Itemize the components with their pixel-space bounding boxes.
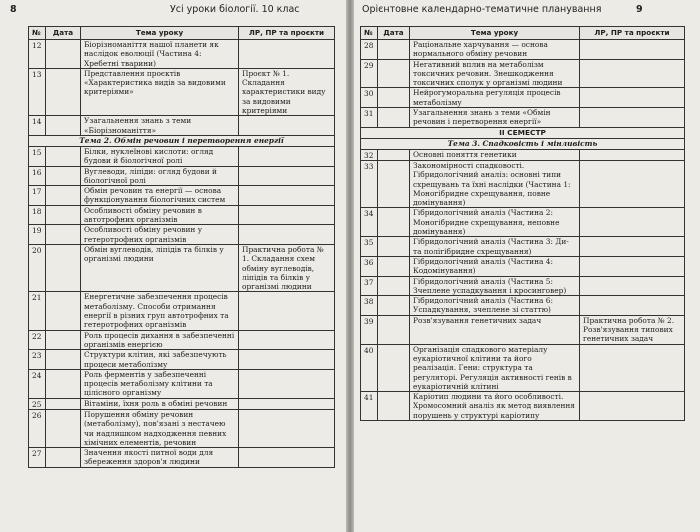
- lesson-lab: [239, 205, 335, 225]
- lesson-lab: [580, 208, 685, 237]
- lesson-number: 34: [361, 208, 378, 237]
- lesson-number: 33: [361, 160, 378, 207]
- semester-heading: II СЕМЕСТР: [361, 127, 685, 138]
- lesson-date: [46, 448, 81, 468]
- lesson-lab: [239, 369, 335, 398]
- lesson-lab: [580, 392, 685, 421]
- lesson-date: [378, 256, 410, 276]
- lesson-row: [29, 398, 335, 409]
- lesson-row: [29, 166, 335, 186]
- left-table-header-row: [29, 27, 335, 40]
- left-page-header: [0, 4, 346, 18]
- lesson-date: [46, 166, 81, 186]
- lesson-row: [29, 146, 335, 166]
- lesson-topic: Організація спадкового матеріалу еукаріотичної клітини та його реалізація. Гени: структура та регуляторі. Регуляція активності генів в еукаріотичній клітині: [410, 344, 580, 391]
- lesson-lab: Практична робота № 2. Розв'язування типових генетичних задач: [580, 315, 685, 344]
- lesson-number: 25: [29, 398, 46, 409]
- lesson-topic: Нейрогуморальна регуляція процесів метаболізму: [410, 88, 580, 108]
- lesson-row: [29, 40, 335, 69]
- lesson-number: 27: [29, 448, 46, 468]
- lesson-row: [361, 276, 685, 296]
- right-plan-table: [360, 26, 685, 421]
- lesson-lab: [239, 166, 335, 186]
- lesson-date: [378, 296, 410, 316]
- lesson-lab: [239, 398, 335, 409]
- lesson-lab: [239, 225, 335, 245]
- lesson-row: [29, 205, 335, 225]
- lesson-topic: Розв'язування генетичних задач: [410, 315, 580, 344]
- lesson-row: [361, 315, 685, 344]
- lesson-number: 41: [361, 392, 378, 421]
- lesson-row: [29, 292, 335, 330]
- lesson-lab: [580, 88, 685, 108]
- lesson-lab: [239, 40, 335, 69]
- lesson-topic: Раціональне харчування — основа нормального обміну речовин: [410, 40, 580, 60]
- lesson-row: [29, 350, 335, 370]
- lesson-number: 22: [29, 330, 46, 350]
- right-page-title: Орієнтовне календарно-тематичне планування: [362, 4, 602, 15]
- lesson-row: [361, 237, 685, 257]
- lesson-number: 26: [29, 409, 46, 447]
- lesson-lab: [580, 149, 685, 160]
- lesson-number: 12: [29, 40, 46, 69]
- lesson-date: [46, 205, 81, 225]
- lesson-number: 32: [361, 149, 378, 160]
- lesson-date: [378, 149, 410, 160]
- lesson-row: [29, 330, 335, 350]
- lesson-row: [361, 108, 685, 128]
- lesson-number: 21: [29, 292, 46, 330]
- lesson-number: 40: [361, 344, 378, 391]
- lesson-lab: [580, 108, 685, 128]
- lesson-topic: Вуглеводи, ліпіди: огляд будови й біологічної ролі: [81, 166, 239, 186]
- right-page: [354, 0, 700, 532]
- lesson-topic: Основні поняття генетики: [410, 149, 580, 160]
- lesson-date: [378, 237, 410, 257]
- col-header-number: №: [361, 27, 378, 40]
- lesson-topic: Представлення проєктів «Характеристика видів за видовими критеріями»: [81, 68, 239, 115]
- right-table-body: [361, 40, 685, 421]
- book-gutter: [346, 0, 354, 532]
- lesson-date: [46, 116, 81, 136]
- lesson-topic: Обмін вуглеводів, ліпідів та білків у організмі людини: [81, 244, 239, 291]
- lesson-row: [29, 116, 335, 136]
- lesson-row: [361, 88, 685, 108]
- left-table-body: [29, 40, 335, 468]
- lesson-date: [378, 160, 410, 207]
- lesson-topic: Особливості обміну речовин у гетеротрофних організмів: [81, 225, 239, 245]
- lesson-number: 14: [29, 116, 46, 136]
- lesson-topic: Біорізноманіття нашої планети як наслідок еволюції (Частина 4: Хребетні тварини): [81, 40, 239, 69]
- section-heading-row: [361, 138, 685, 149]
- lesson-number: 28: [361, 40, 378, 60]
- col-header-number: №: [29, 27, 46, 40]
- lesson-topic: Закономірності спадковості. Гібридологічний аналіз: основні типи схрещувань та їхні наслідки (Частина 1: Моногібридне схрещування, повне домінування): [410, 160, 580, 207]
- lesson-lab: [580, 160, 685, 207]
- right-page-header: [354, 4, 700, 18]
- lesson-number: 35: [361, 237, 378, 257]
- lesson-date: [378, 276, 410, 296]
- lesson-date: [46, 330, 81, 350]
- lesson-date: [46, 409, 81, 447]
- lesson-number: 16: [29, 166, 46, 186]
- lesson-row: [361, 344, 685, 391]
- lesson-lab: [239, 448, 335, 468]
- col-header-lab: ЛР, ПР та проєкти: [580, 27, 685, 40]
- lesson-date: [46, 369, 81, 398]
- lesson-date: [378, 315, 410, 344]
- lesson-lab: [580, 40, 685, 60]
- lesson-row: [361, 208, 685, 237]
- lesson-lab: [239, 186, 335, 206]
- lesson-row: [361, 40, 685, 60]
- lesson-date: [46, 68, 81, 115]
- lesson-lab: [580, 296, 685, 316]
- lesson-topic: Гібридологічний аналіз (Частина 6: Успадкування, зчеплене зі статтю): [410, 296, 580, 316]
- lesson-date: [46, 398, 81, 409]
- lesson-date: [378, 40, 410, 60]
- lesson-date: [46, 350, 81, 370]
- lesson-date: [46, 186, 81, 206]
- lesson-topic: Обмін речовин та енергії — основа функціонування біологічних систем: [81, 186, 239, 206]
- right-table-header-row: [361, 27, 685, 40]
- lesson-topic: Гібридологічний аналіз (Частина 5: Зчеплене успадкування і кросинговер): [410, 276, 580, 296]
- lesson-number: 31: [361, 108, 378, 128]
- lesson-row: [29, 225, 335, 245]
- lesson-date: [378, 208, 410, 237]
- lesson-date: [46, 244, 81, 291]
- lesson-row: [361, 256, 685, 276]
- lesson-topic: Особливості обміну речовин в автотрофних організмів: [81, 205, 239, 225]
- lesson-topic: Роль ферментів у забезпеченні процесів метаболізму клітини та цілісного організму: [81, 369, 239, 398]
- lesson-date: [46, 292, 81, 330]
- lesson-number: 29: [361, 59, 378, 88]
- lesson-date: [46, 225, 81, 245]
- lesson-row: [361, 59, 685, 88]
- lesson-topic: Гібридологічний аналіз (Частина 3: Ди- та полігібридне схрещування): [410, 237, 580, 257]
- lesson-date: [378, 344, 410, 391]
- col-header-topic: Тема уроку: [410, 27, 580, 40]
- lesson-lab: [580, 256, 685, 276]
- lesson-topic: Гібридологічний аналіз (Частина 2: Моногібридне схрещування, неповне домінування): [410, 208, 580, 237]
- lesson-number: 30: [361, 88, 378, 108]
- lesson-topic: Гібридологічний аналіз (Частина 4: Кодомінування): [410, 256, 580, 276]
- section-heading: Тема 3. Спадковість і мінливість: [361, 138, 685, 149]
- lesson-lab: [239, 330, 335, 350]
- lesson-topic: Узагальнення знань з теми «Біорізноманіття»: [81, 116, 239, 136]
- lesson-lab: [580, 59, 685, 88]
- semester-heading-row: [361, 127, 685, 138]
- lesson-number: 37: [361, 276, 378, 296]
- lesson-lab: [580, 237, 685, 257]
- lesson-row: [361, 296, 685, 316]
- lesson-topic: Каріотип людини та його особливості. Хромосомний аналіз як метод виявлення порушень у структурі каріотипу: [410, 392, 580, 421]
- lesson-lab: [239, 116, 335, 136]
- lesson-number: 20: [29, 244, 46, 291]
- lesson-lab: Практична робота № 1. Складання схем обміну вуглеводів, ліпідів та білків у організмі людини: [239, 244, 335, 291]
- lesson-topic: Білки, нуклеїнові кислоти: огляд будови й біологічної ролі: [81, 146, 239, 166]
- lesson-date: [46, 146, 81, 166]
- col-header-date: Дата: [378, 27, 410, 40]
- col-header-date: Дата: [46, 27, 81, 40]
- lesson-row: [29, 448, 335, 468]
- lesson-lab: [580, 344, 685, 391]
- left-page-title: Усі уроки біології. 10 клас: [170, 4, 300, 15]
- lesson-number: 36: [361, 256, 378, 276]
- lesson-topic: Вітаміни, їхня роль в обміні речовин: [81, 398, 239, 409]
- section-heading: Тема 2. Обмін речовин і перетворення енергії: [29, 135, 335, 146]
- lesson-lab: [239, 409, 335, 447]
- lesson-topic: Узагальнення знань з теми «Обмін речовин і перетворення енергії»: [410, 108, 580, 128]
- lesson-lab: [239, 146, 335, 166]
- lesson-number: 13: [29, 68, 46, 115]
- col-header-topic: Тема уроку: [81, 27, 239, 40]
- lesson-row: [29, 68, 335, 115]
- lesson-lab: [239, 292, 335, 330]
- lesson-topic: Негативний вплив на метаболізм токсичних речовин. Знешкодження токсичних сполук у організмі людини: [410, 59, 580, 88]
- left-page: [0, 0, 346, 532]
- lesson-number: 39: [361, 315, 378, 344]
- section-heading-row: [29, 135, 335, 146]
- lesson-topic: Порушення обміну речовин (метаболізму), пов'язані з нестачею чи надлишком надходження певних хімічних елементів, речовин: [81, 409, 239, 447]
- lesson-row: [29, 244, 335, 291]
- lesson-row: [29, 186, 335, 206]
- lesson-date: [378, 88, 410, 108]
- lesson-topic: Структури клітин, які забезпечують процеси метаболізму: [81, 350, 239, 370]
- lesson-row: [361, 149, 685, 160]
- lesson-number: 23: [29, 350, 46, 370]
- lesson-topic: Значення якості питної води для збереження здоров'я людини: [81, 448, 239, 468]
- lesson-topic: Енергетичне забезпечення процесів метаболізму. Способи отримання енергії в різних груп автотрофних та гетеротрофних організмів: [81, 292, 239, 330]
- lesson-number: 24: [29, 369, 46, 398]
- lesson-date: [378, 108, 410, 128]
- lesson-number: 19: [29, 225, 46, 245]
- lesson-number: 38: [361, 296, 378, 316]
- lesson-lab: [580, 276, 685, 296]
- lesson-number: 18: [29, 205, 46, 225]
- lesson-date: [46, 40, 81, 69]
- lesson-date: [378, 59, 410, 88]
- left-plan-table: [28, 26, 335, 468]
- lesson-lab: [239, 350, 335, 370]
- lesson-row: [29, 369, 335, 398]
- lesson-row: [361, 392, 685, 421]
- right-page-number: 9: [636, 4, 643, 15]
- lesson-number: 15: [29, 146, 46, 166]
- lesson-number: 17: [29, 186, 46, 206]
- lesson-row: [361, 160, 685, 207]
- lesson-date: [378, 392, 410, 421]
- lesson-row: [29, 409, 335, 447]
- lesson-topic: Роль процесів дихання в забезпеченні організмів енергією: [81, 330, 239, 350]
- lesson-lab: Проєкт № 1. Складання характеристики виду за видовими критеріями: [239, 68, 335, 115]
- left-page-number: 8: [10, 4, 17, 15]
- col-header-lab: ЛР, ПР та проєкти: [239, 27, 335, 40]
